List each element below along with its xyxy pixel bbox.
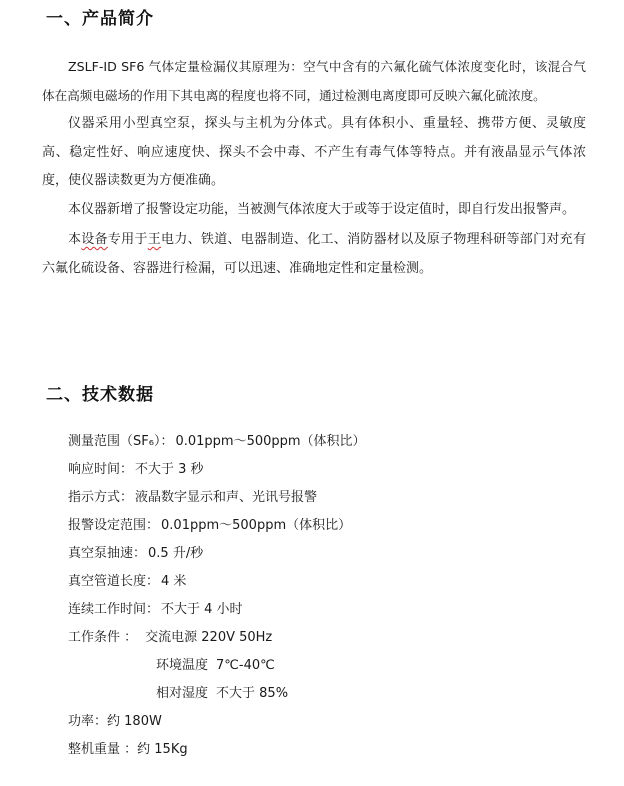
spec-row-weight — [68, 736, 468, 764]
spec-value: 0.01ppm～500ppm（体积比） — [161, 518, 352, 533]
spec-value: 交流电源 220V 50Hz — [145, 630, 273, 645]
spec-row-conditions — [68, 624, 598, 652]
spec-row-alarm-range — [68, 512, 598, 540]
intro-paragraph-alarm: 本仪器新增了报警设定功能，当被测气体浓度大于或等于设定值时，即自行发出报警声。 — [68, 201, 576, 217]
spec-list — [68, 428, 598, 708]
spec-value: 0.5 升/秒 — [148, 546, 204, 561]
spec-label: 真空管道长度： — [68, 574, 160, 589]
section-heading-intro: 一、产品简介 — [46, 9, 154, 29]
spec-row-humidity — [68, 680, 598, 708]
spec-row-response — [68, 456, 598, 484]
spec-value: 不大于 85% — [216, 686, 289, 701]
spec-label: 真空泵抽速： — [68, 546, 147, 561]
spec-label: 环境温度 — [156, 658, 209, 673]
spec-value: 不大于 4 小时 — [161, 602, 243, 617]
spec-label: 相对湿度 — [156, 686, 209, 701]
spec-label: 响应时间： — [68, 462, 134, 477]
spec-row-range — [68, 428, 598, 456]
usage-rest: 电力、铁道、电器制造、化工、消防器材以及原子物理科研等部门对充有六氟化硫设备、容器进行检漏，可以迅速、准确地定性和定量检测。 — [42, 232, 586, 276]
intro-paragraph-features: 仪器采用小型真空泵，探头与主机为分体式。具有体积小、重量轻、携带方便、灵敏度高、稳定性好、响应速度快、探头不会中毒、不产生有毒气体等特点。并有液晶显示气体浓度，使仪器读数更为方便准确。 — [42, 116, 586, 188]
spec-value: 7℃-40℃ — [216, 658, 275, 673]
spec-value: 不大于 3 秒 — [135, 462, 204, 477]
usage-middle: 专用于 — [107, 232, 148, 247]
spec-value: 液晶数字显示和声、光讯号报警 — [135, 490, 318, 505]
intro-body — [42, 53, 586, 283]
spec-label: 整机重量 ： — [68, 742, 138, 757]
spec-label: 报警设定范围： — [68, 518, 160, 533]
spec-label: 测量范围（SF₆）： — [68, 434, 174, 449]
section-heading-tech: 二、技术数据 — [46, 385, 154, 405]
spec-value: 约 15Kg — [137, 742, 188, 757]
intro-paragraph-principle: ZSLF-ID SF6 气体定量检漏仪其原理为：空气中含有的六氟化硫气体浓度变化时，该混合气体在高频电磁场的作用下其电离的程度也将不同，通过检测电离度即可反映六氟化硫浓度。 — [42, 59, 586, 103]
spellcheck-flagged-word: 设备 — [81, 232, 108, 247]
spec-row-work-time — [68, 596, 598, 624]
spec-value: 4 米 — [161, 574, 187, 589]
spec-row-ambient-temp — [68, 652, 598, 680]
spec-row-indication — [68, 484, 598, 512]
spec-label: 功率： — [68, 714, 108, 729]
usage-prefix: 本 — [68, 232, 82, 247]
spec-row-pump-speed — [68, 540, 598, 568]
spec-value: 约 180W — [107, 714, 162, 729]
spec-label: 工作条件 ： — [68, 630, 138, 645]
spec-label: 连续工作时间： — [68, 602, 160, 617]
spec-label: 指示方式： — [68, 490, 134, 505]
spec-row-pipe-length — [68, 568, 598, 596]
spec-value: 0.01ppm～500ppm（体积比） — [175, 434, 366, 449]
spec-row-power — [68, 708, 468, 736]
intro-paragraph-usage — [42, 226, 586, 283]
spellcheck-flagged-char: 王 — [147, 232, 162, 247]
